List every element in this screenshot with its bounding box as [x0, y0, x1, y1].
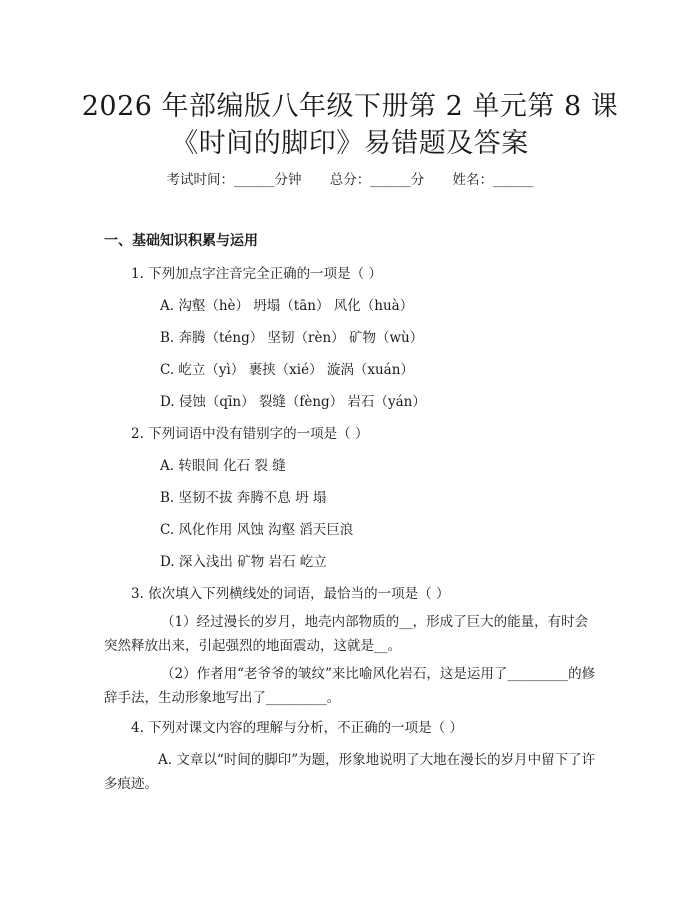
student-name: 姓名：______ — [452, 172, 534, 188]
question-3-sub-1: （1）经过漫长的岁月，地壳内部物质的__，形成了巨大的能量，有时会突然释放出来，引起强烈的地面震动，这就是__。 — [104, 614, 589, 654]
section-heading: 一、基础知识积累与运用 — [104, 233, 258, 249]
exam-time: 考试时间：______分钟 — [166, 172, 302, 188]
question-1-option-a: A. 沟壑（hè） 坍塌（tān） 风化（huà） — [160, 298, 414, 314]
question-1-stem: 1. 下列加点字注音完全正确的一项是（ ） — [131, 266, 382, 282]
question-2-option-c: C. 风化作用 风蚀 沟壑 滔天巨浪 — [160, 522, 354, 538]
question-1-option-d: D. 侵蚀（qīn） 裂缝（fèng） 岩石（yán） — [160, 394, 426, 410]
question-1-option-c: C. 屹立（yì） 裹挟（xié） 漩涡（xuán） — [160, 362, 414, 378]
question-3-sub-2: （2）作者用“老爷爷的皱纹”来比喻风化岩石，这是运用了_________的修辞手法，生动形象地写出了_________。 — [104, 666, 596, 706]
question-2-option-d: D. 深入浅出 矿物 岩石 屹立 — [160, 554, 327, 570]
question-2-option-a: A. 转眼间 化石 裂 缝 — [160, 458, 286, 474]
exam-meta — [0, 168, 700, 188]
document-title-line2: 《时间的脚印》易错题及答案 — [171, 128, 529, 159]
document-title-line1: 2026 年部编版八年级下册第 2 单元第 8 课 — [81, 91, 619, 122]
total-score: 总分：______分 — [329, 172, 425, 188]
question-4-option-a: A. 文章以“时间的脚印”为题，形象地说明了大地在漫长的岁月中留下了许多痕迹。 — [104, 752, 596, 792]
question-4-stem: 4. 下列对课文内容的理解与分析，不正确的一项是（ ） — [131, 720, 463, 736]
question-3-stem: 3. 依次填入下列横线处的词语，最恰当的一项是（ ） — [131, 586, 450, 602]
question-2-stem: 2. 下列词语中没有错别字的一项是（ ） — [131, 426, 369, 442]
question-2-option-b: B. 坚韧不拔 奔腾不息 坍 塌 — [160, 490, 327, 506]
question-1-option-b: B. 奔腾（téng） 坚韧（rèn） 矿物（wù） — [160, 330, 424, 346]
